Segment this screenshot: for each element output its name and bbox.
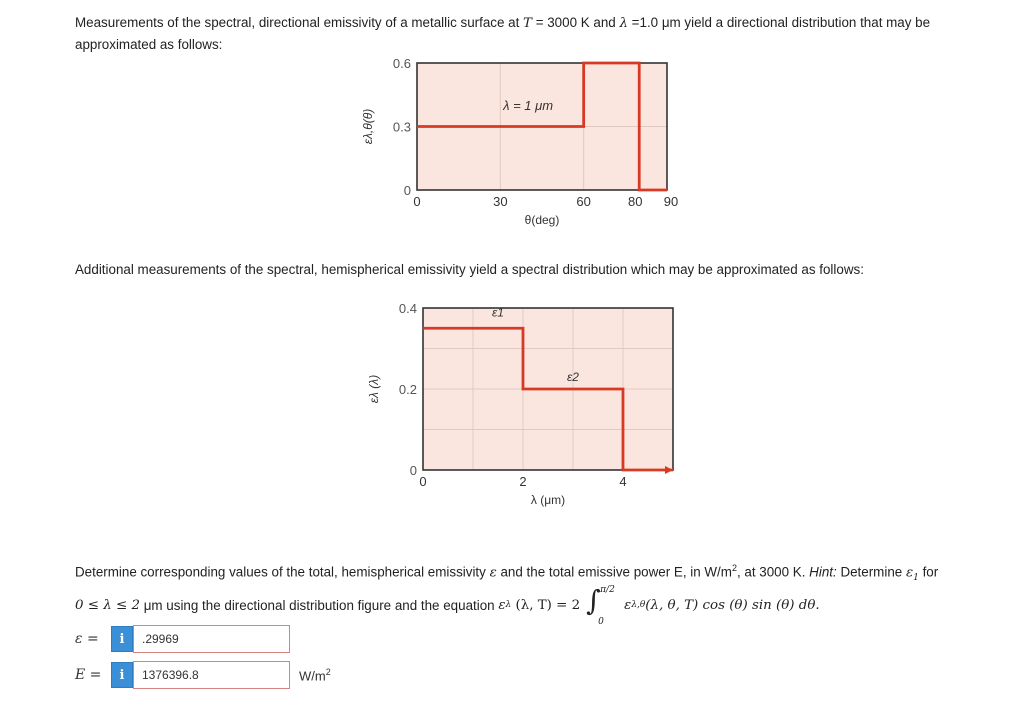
determine-text-b: and the total emissive power E, in W/m: [496, 564, 732, 580]
eq-tail: (λ, θ, T) cos (θ) sin (θ) dθ.: [645, 597, 820, 613]
x-tick-label: 80: [627, 194, 643, 209]
equation-line: [75, 584, 975, 627]
eq-lhs-subscript: λ: [505, 599, 512, 610]
unit-text: W/m: [299, 668, 326, 684]
y-tick-label: 0: [409, 463, 417, 478]
directional-emissivity-chart: [350, 55, 690, 245]
hint-label: Hint:: [809, 564, 837, 580]
x-tick-label: 0: [413, 194, 421, 209]
eq-integrand-subscript: λ,θ: [631, 599, 646, 610]
emissive-power-label: E =: [75, 667, 102, 683]
temperature-symbol: T: [523, 16, 532, 31]
x-axis-label: λ (μm): [530, 493, 566, 507]
epsilon1-symbol: ε: [905, 565, 914, 581]
epsilon-symbol: ε: [489, 565, 497, 581]
info-icon[interactable]: i: [111, 662, 133, 688]
emissive-power-input[interactable]: [133, 661, 290, 689]
y-tick-label: 0.4: [398, 301, 417, 316]
determine-text: [75, 558, 975, 589]
emissivity-input[interactable]: [133, 625, 290, 653]
emissive-power-unit: [299, 667, 331, 683]
y-tick-label: 0.3: [392, 119, 411, 135]
determine-text-e: for: [918, 564, 939, 580]
answer-row-emissivity: [75, 624, 290, 654]
unit-sup: 2: [325, 666, 331, 677]
unit-superscript: 2: [731, 563, 737, 573]
y-tick-label: 0.2: [398, 382, 417, 397]
y-tick-label: 0.6: [392, 56, 411, 71]
additional-measurements-text: Additional measurements of the spectral, hemispherical emissivity yield a spectral distribution which may be approximated as follows:: [75, 262, 864, 277]
eq-mid: (λ, T) = 2: [511, 597, 581, 613]
epsilon1-annotation: ε1: [492, 305, 504, 320]
x-tick-label: 90: [663, 194, 679, 209]
x-tick-label: 0: [419, 474, 427, 489]
x-tick-label: 30: [493, 194, 508, 209]
x-tick-label: 4: [619, 474, 627, 489]
lambda-symbol: λ: [619, 16, 628, 31]
spectral-emissivity-svg: [350, 300, 720, 515]
x-tick-label: 2: [519, 474, 527, 489]
y-axis-label: ελ (λ): [367, 374, 381, 404]
intro-text-2: = 3000 K and: [531, 15, 620, 30]
intro-text-3: =1.0 μm yield a directional distribution that may be approximated as follows:: [75, 15, 931, 52]
integral-upper: π/2: [600, 585, 615, 595]
x-tick-label: 60: [576, 194, 591, 209]
y-tick-label: 0: [403, 183, 411, 198]
range-text: μm using the directional distribution figure and the equation: [140, 597, 499, 613]
intro-text: Measurements of the spectral, directional emissivity of a metallic surface at: [75, 15, 524, 30]
integral-sign: ∫ π/2 0: [584, 592, 616, 618]
answer-row-emissive-power: [75, 660, 331, 690]
range-math: 0 ≤ λ ≤ 2: [75, 597, 140, 613]
problem-intro: [75, 12, 975, 55]
spectral-emissivity-chart: [350, 300, 720, 520]
x-axis-label: θ(deg): [524, 213, 560, 227]
integral-lower: 0: [598, 617, 604, 627]
wavelength-annotation: λ = 1 μm: [503, 98, 554, 113]
y-axis-label: ελ,θ(θ): [361, 108, 375, 145]
determine-text-c: , at 3000 K.: [736, 564, 810, 580]
determine-text-d: Determine: [836, 564, 906, 580]
eq-integrand: ε: [624, 597, 632, 613]
emissivity-label: ε =: [75, 631, 99, 647]
determine-text-a: Determine corresponding values of the total, hemispherical emissivity: [75, 564, 490, 580]
eq-lhs: ε: [498, 597, 506, 613]
epsilon2-annotation: ε2: [567, 370, 579, 384]
info-icon[interactable]: i: [111, 626, 133, 652]
epsilon1-subscript: 1: [913, 573, 919, 584]
directional-emissivity-svg: [350, 55, 690, 240]
